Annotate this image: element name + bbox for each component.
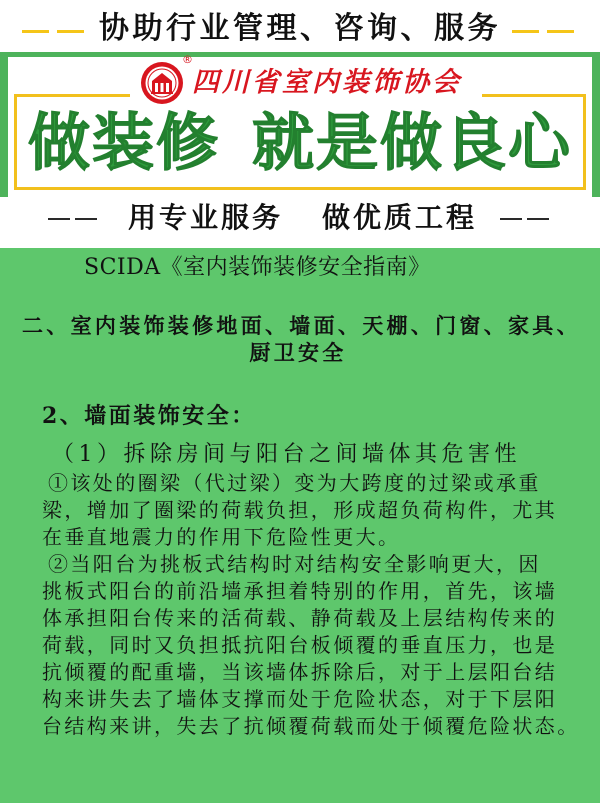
association-brand bbox=[130, 53, 482, 106]
decorative-dash-right-2 bbox=[527, 218, 549, 220]
item-title: （1）拆除房间与阳台之间墙体其危害性 bbox=[52, 442, 521, 467]
body-line: 体承担阳台传来的活荷载、静荷载及上层结构传来的 bbox=[42, 606, 558, 630]
decorative-dash-right-2 bbox=[547, 30, 574, 33]
decorative-dash-left-1 bbox=[48, 218, 70, 220]
guide-content bbox=[0, 248, 600, 803]
body-line: 在垂直地震力的作用下危险性更大。 bbox=[42, 525, 401, 549]
section-title-line-2: 厨卫安全 bbox=[249, 340, 347, 365]
decorative-dash-right-1 bbox=[500, 218, 522, 220]
association-name: 四川省室内装饰协会 bbox=[192, 67, 462, 98]
decorative-dash-left-2 bbox=[75, 218, 97, 220]
guide-title: SCIDA《室内装饰装修安全指南》 bbox=[84, 255, 431, 280]
registered-mark: ® bbox=[182, 53, 193, 66]
body-line: 梁，增加了圈梁的荷载负担，形成超负荷构件，尤其 bbox=[42, 498, 558, 522]
body-line: ②当阳台为挑板式结构时对结构安全影响更大，因 bbox=[48, 552, 541, 576]
slogan-right: 就是做良心 bbox=[252, 106, 573, 179]
section-title-line-1: 二、室内装饰装修地面、墙面、天棚、门窗、家具、 bbox=[22, 313, 581, 338]
header-tagline: 协助行业管理、咨询、服务 bbox=[99, 11, 501, 46]
body-line: 荷载，同时又负担抵抗阳台板倾覆的垂直压力，也是 bbox=[42, 633, 558, 657]
body-line: 构来讲失去了墙体支撑而处于危险状态，对于下层阳 bbox=[42, 687, 558, 711]
body-line: ①该处的圈梁（代过梁）变为大跨度的过梁或承重 bbox=[48, 471, 541, 495]
body-paragraphs bbox=[42, 470, 592, 740]
body-line: 挑板式阳台的前沿墙承担着特别的作用，首先，该墙 bbox=[42, 579, 558, 603]
subsection-title: 2、墙面装饰安全： bbox=[42, 403, 256, 429]
body-line: 台结构来讲，失去了抗倾覆荷载而处于倾覆危险状态。 bbox=[42, 714, 580, 738]
slogan-left: 做装修 bbox=[28, 106, 221, 179]
body-line: 抗倾覆的配重墙，当该墙体拆除后，对于上层阳台结 bbox=[42, 660, 558, 684]
subslogan-left: 用专业服务 bbox=[128, 201, 284, 234]
subslogan-right: 做优质工程 bbox=[322, 201, 478, 234]
decorative-dash-right-1 bbox=[512, 30, 539, 33]
association-seal-logo-icon bbox=[140, 53, 193, 105]
